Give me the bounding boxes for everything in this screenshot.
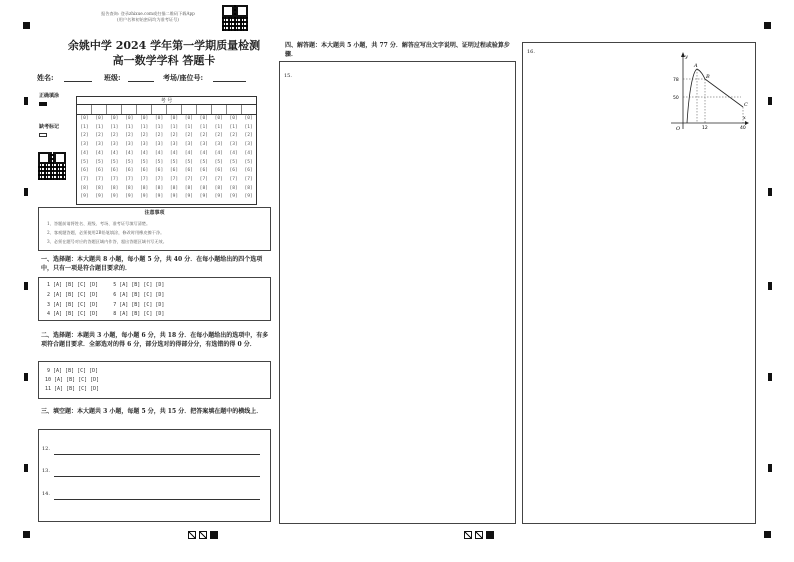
- point-c-label: C: [744, 102, 748, 108]
- exam-id-bubble[interactable]: [6]: [80, 168, 89, 174]
- exam-id-bubble[interactable]: [6]: [244, 168, 253, 174]
- x-tick-label: 12: [702, 126, 708, 131]
- section1-row[interactable]: 3 [A] [B] [C] [D] 7 [A] [B] [C] [D]: [47, 302, 165, 308]
- exam-id-write-cell[interactable]: [167, 105, 182, 114]
- exam-id-bubble[interactable]: [8]: [169, 185, 179, 191]
- x-axis-arrow-icon: [745, 121, 749, 125]
- exam-id-bubble[interactable]: [5]: [125, 159, 134, 165]
- exam-id-bubble[interactable]: [3]: [110, 142, 119, 148]
- exam-id-bubble[interactable]: [0]: [80, 116, 89, 121]
- exam-id-bubble[interactable]: [4]: [110, 150, 119, 156]
- exam-id-digit-column: [181, 115, 196, 202]
- section1-answer-box: [38, 277, 271, 321]
- page-mark-hatched: [464, 531, 472, 539]
- exam-id-digit-column: [77, 115, 92, 202]
- exam-id-bubble[interactable]: [7]: [80, 176, 89, 182]
- exam-id-grid: [76, 96, 257, 205]
- exam-id-bubble[interactable]: [1]: [244, 124, 253, 130]
- student-barcode-qr: [38, 152, 66, 180]
- exam-id-bubble[interactable]: [4]: [169, 150, 179, 156]
- exam-id-bubble[interactable]: [2]: [154, 133, 164, 139]
- exam-id-bubble[interactable]: [6]: [214, 168, 223, 174]
- notes-item: 1、答题前请将姓名、班级、考场、准考证号填写清楚。: [47, 221, 151, 226]
- exam-id-bubble[interactable]: [8]: [214, 185, 223, 191]
- section1-row[interactable]: 2 [A] [B] [C] [D] 6 [A] [B] [C] [D]: [47, 292, 165, 298]
- origin-label: O: [676, 126, 681, 131]
- exam-id-bubble[interactable]: [4]: [139, 150, 149, 156]
- timing-mark: [768, 188, 772, 196]
- exam-id-digit-column: [92, 115, 107, 202]
- exam-id-bubble[interactable]: [9]: [199, 194, 208, 200]
- exam-id-bubble[interactable]: [3]: [169, 142, 179, 148]
- exam-id-bubble[interactable]: [5]: [95, 159, 104, 165]
- exam-id-bubble[interactable]: [2]: [80, 133, 89, 139]
- section3-answer-box: [38, 429, 271, 522]
- y-axis-label: y: [685, 54, 688, 60]
- exam-id-bubble[interactable]: [3]: [229, 142, 238, 148]
- y-tick-label: 78: [673, 78, 679, 83]
- exam-id-bubble[interactable]: [7]: [139, 176, 149, 182]
- exam-id-digit-column: [241, 115, 256, 202]
- exam-id-bubble[interactable]: [6]: [110, 168, 119, 174]
- exam-id-write-row: [77, 105, 256, 115]
- x-tick-label: 40: [740, 126, 746, 131]
- timing-mark: [24, 373, 28, 381]
- exam-id-bubble[interactable]: [8]: [199, 185, 208, 191]
- exam-id-write-cell[interactable]: [152, 105, 167, 114]
- exam-id-bubble[interactable]: [4]: [95, 150, 104, 156]
- timing-mark: [768, 282, 772, 290]
- q16-answer-box[interactable]: [522, 42, 756, 524]
- exam-id-bubble[interactable]: [3]: [139, 142, 149, 148]
- notes-box: [38, 207, 271, 251]
- fill-blank-label-13: 13.: [42, 468, 50, 474]
- exam-id-header: 考 号: [77, 97, 256, 105]
- exam-id-bubble[interactable]: [6]: [229, 168, 238, 174]
- exam-id-bubble[interactable]: [0]: [125, 116, 134, 121]
- exam-id-bubble[interactable]: [7]: [199, 176, 208, 182]
- q15-label: 15.: [284, 73, 292, 79]
- exam-id-bubble[interactable]: [2]: [244, 133, 253, 139]
- correct-fill-label: 正确填涂: [39, 93, 60, 99]
- section2-row[interactable]: 11 [A] [B] [C] [D]: [45, 386, 100, 392]
- section3-title: 三、填空题：本大题共 3 小题，每题 5 分，共 15 分．把答案填在题中的横线上．: [41, 408, 263, 415]
- timing-mark: [768, 373, 772, 381]
- exam-id-bubble[interactable]: [2]: [229, 133, 238, 139]
- exam-id-write-cell[interactable]: [107, 105, 122, 114]
- exam-id-digit-column: [196, 115, 211, 202]
- exam-id-bubble[interactable]: [5]: [229, 159, 238, 165]
- exam-id-bubble[interactable]: [7]: [95, 176, 104, 182]
- seat-label: 考场/座位号:: [163, 73, 204, 82]
- exam-id-bubble[interactable]: [1]: [199, 124, 208, 130]
- class-field[interactable]: [128, 81, 154, 82]
- exam-id-bubble[interactable]: [5]: [139, 159, 149, 165]
- exam-id-bubble[interactable]: [9]: [214, 194, 223, 200]
- exam-id-bubble[interactable]: [8]: [154, 185, 164, 191]
- exam-id-bubble[interactable]: [6]: [95, 168, 104, 174]
- exam-id-bubble[interactable]: [0]: [139, 116, 149, 121]
- x-axis-label: x: [743, 115, 746, 121]
- section4-title: 四、解答题：本大题共 5 小题，共 77 分．解答应写出文字说明、证明过程或验算步骤．: [285, 42, 510, 58]
- school-title: 余姚中学 2024 学年第一学期质量检测: [67, 39, 261, 52]
- exam-id-bubble[interactable]: [5]: [154, 159, 164, 165]
- exam-id-bubble[interactable]: [4]: [244, 150, 253, 156]
- exam-id-bubble[interactable]: [9]: [244, 194, 253, 200]
- q16-label: 16.: [527, 49, 535, 55]
- absent-checkbox[interactable]: [39, 133, 47, 137]
- exam-id-write-cell[interactable]: [197, 105, 212, 114]
- exam-id-bubble[interactable]: [8]: [244, 185, 253, 191]
- exam-id-bubble[interactable]: [2]: [139, 133, 149, 139]
- exam-id-bubble[interactable]: [5]: [110, 159, 119, 165]
- exam-id-bubble[interactable]: [8]: [139, 185, 149, 191]
- timing-mark: [24, 188, 28, 196]
- exam-id-write-cell[interactable]: [242, 105, 256, 114]
- timing-mark: [24, 464, 28, 472]
- exam-id-digit-columns: [77, 115, 256, 202]
- corner-mark-bottom-right: [764, 531, 771, 538]
- exam-id-bubble[interactable]: [0]: [154, 116, 164, 121]
- exam-id-bubble[interactable]: [0]: [214, 116, 223, 121]
- page-mark-solid: [486, 531, 494, 539]
- exam-id-bubble[interactable]: [4]: [214, 150, 223, 156]
- exam-id-write-cell[interactable]: [182, 105, 197, 114]
- exam-id-bubble[interactable]: [7]: [110, 176, 119, 182]
- exam-id-bubble[interactable]: [3]: [184, 142, 194, 148]
- exam-id-bubble[interactable]: [8]: [184, 185, 194, 191]
- notes-title: 注意事项: [144, 210, 165, 216]
- section2-row[interactable]: 9 [A] [B] [C] [D]: [47, 368, 99, 374]
- exam-id-bubble[interactable]: [5]: [184, 159, 194, 165]
- exam-id-bubble[interactable]: [1]: [139, 124, 149, 130]
- download-qr-code[interactable]: [222, 5, 248, 31]
- exam-id-bubble[interactable]: [0]: [184, 116, 194, 121]
- timing-mark: [768, 464, 772, 472]
- page-mark-hatched: [199, 531, 207, 539]
- exam-id-bubble[interactable]: [2]: [169, 133, 179, 139]
- notes-item: 2、客观题答题，必须使用2B铅笔填涂，修改时用橡皮擦干净。: [47, 230, 165, 235]
- page-marks-right: [464, 531, 494, 539]
- exam-id-bubble[interactable]: [1]: [125, 124, 134, 130]
- exam-id-bubble[interactable]: [7]: [214, 176, 223, 182]
- section1-row[interactable]: 1 [A] [B] [C] [D] 5 [A] [B] [C] [D]: [47, 282, 165, 288]
- exam-id-bubble[interactable]: [4]: [154, 150, 164, 156]
- seat-field[interactable]: [213, 81, 246, 82]
- exam-id-bubble[interactable]: [1]: [154, 124, 164, 130]
- corner-mark-top-left: [23, 22, 30, 29]
- exam-id-digit-column: [137, 115, 152, 202]
- exam-id-bubble[interactable]: [4]: [80, 150, 89, 156]
- exam-id-bubble[interactable]: [8]: [110, 185, 119, 191]
- exam-id-bubble[interactable]: [9]: [139, 194, 149, 200]
- exam-id-bubble[interactable]: [3]: [125, 142, 134, 148]
- exam-id-bubble[interactable]: [9]: [80, 194, 89, 200]
- exam-id-bubble[interactable]: [1]: [80, 124, 89, 130]
- section2-row[interactable]: 10 [A] [B] [C] [D]: [45, 377, 100, 383]
- exam-id-bubble[interactable]: [4]: [229, 150, 238, 156]
- y-tick-label: 50: [673, 96, 679, 101]
- report-notice-line1: 报告查询: 登录zhixue.com或扫描二维码下载App: [101, 11, 195, 16]
- section1-title: 一、选择题：本大题共 8 小题，每小题 5 分，共 40 分．在每小题给出的四个选项中，只有一项是符合题目要求的．: [41, 256, 263, 272]
- notes-item: 3、必须在题号对应的答题区域内作答，超出答题区域书写无效。: [47, 239, 167, 244]
- fill-blank-line-14[interactable]: [54, 499, 260, 500]
- exam-id-bubble[interactable]: [5]: [80, 159, 89, 165]
- exam-id-bubble[interactable]: [6]: [125, 168, 134, 174]
- fill-blank-label-12: 12.: [42, 446, 50, 452]
- exam-id-bubble[interactable]: [4]: [199, 150, 208, 156]
- corner-mark-top-right: [764, 22, 771, 29]
- exam-id-bubble[interactable]: [9]: [169, 194, 179, 200]
- exam-id-write-cell[interactable]: [212, 105, 227, 114]
- exam-id-digit-column: [152, 115, 167, 202]
- name-label: 姓名:: [37, 73, 54, 82]
- exam-id-bubble[interactable]: [9]: [154, 194, 164, 200]
- exam-id-bubble[interactable]: [9]: [110, 194, 119, 200]
- exam-id-bubble[interactable]: [5]: [244, 159, 253, 165]
- exam-id-bubble[interactable]: [3]: [214, 142, 223, 148]
- subject-title: 高一数学学科 答题卡: [112, 54, 216, 67]
- exam-id-bubble[interactable]: [1]: [214, 124, 223, 130]
- name-field[interactable]: [64, 81, 92, 82]
- exam-id-write-cell[interactable]: [122, 105, 137, 114]
- report-notice: [78, 11, 218, 23]
- exam-id-bubble[interactable]: [7]: [229, 176, 238, 182]
- exam-id-bubble[interactable]: [8]: [95, 185, 104, 191]
- exam-id-bubble[interactable]: [6]: [184, 168, 194, 174]
- q15-answer-box[interactable]: [279, 61, 516, 524]
- report-notice-line2: (用户名和初始密码均为准考证号): [117, 17, 179, 22]
- exam-id-bubble[interactable]: [3]: [244, 142, 253, 148]
- exam-id-bubble[interactable]: [3]: [154, 142, 164, 148]
- exam-id-bubble[interactable]: [3]: [95, 142, 104, 148]
- exam-id-bubble[interactable]: [7]: [154, 176, 164, 182]
- exam-id-bubble[interactable]: [1]: [169, 124, 179, 130]
- exam-id-bubble[interactable]: [6]: [169, 168, 179, 174]
- exam-id-bubble[interactable]: [0]: [229, 116, 238, 121]
- exam-id-bubble[interactable]: [9]: [184, 194, 194, 200]
- exam-id-digit-column: [167, 115, 182, 202]
- exam-id-bubble[interactable]: [2]: [95, 133, 104, 139]
- exam-id-bubble[interactable]: [5]: [214, 159, 223, 165]
- exam-id-bubble[interactable]: [0]: [169, 116, 179, 121]
- exam-id-bubble[interactable]: [0]: [199, 116, 208, 121]
- section2-answer-box: [38, 361, 271, 399]
- exam-id-bubble[interactable]: [1]: [229, 124, 238, 130]
- exam-id-bubble[interactable]: [6]: [199, 168, 208, 174]
- timing-mark: [24, 282, 28, 290]
- exam-id-bubble[interactable]: [2]: [214, 133, 223, 139]
- exam-id-digit-column: [122, 115, 137, 202]
- graph-segment-bc: [705, 79, 743, 107]
- fill-blank-line-13[interactable]: [54, 476, 260, 477]
- exam-id-bubble[interactable]: [2]: [199, 133, 208, 139]
- class-label: 班级:: [104, 73, 121, 82]
- page-mark-hatched: [475, 531, 483, 539]
- exam-id-bubble[interactable]: [4]: [184, 150, 194, 156]
- page-mark-solid: [210, 531, 218, 539]
- exam-id-bubble[interactable]: [9]: [95, 194, 104, 200]
- exam-id-bubble[interactable]: [0]: [244, 116, 253, 121]
- q16-graph: [665, 51, 749, 131]
- exam-id-write-cell[interactable]: [137, 105, 152, 114]
- exam-id-bubble[interactable]: [2]: [110, 133, 119, 139]
- fill-blank-label-14: 14.: [42, 491, 50, 497]
- point-a-label: A: [694, 63, 698, 69]
- exam-id-bubble[interactable]: [2]: [125, 133, 134, 139]
- exam-id-digit-column: [226, 115, 241, 202]
- corner-mark-bottom-left: [23, 531, 30, 538]
- exam-id-bubble[interactable]: [0]: [110, 116, 119, 121]
- correct-fill-sample: [39, 102, 47, 106]
- exam-id-bubble[interactable]: [8]: [80, 185, 89, 191]
- page-mark-hatched: [188, 531, 196, 539]
- exam-id-bubble[interactable]: [3]: [80, 142, 89, 148]
- exam-id-bubble[interactable]: [0]: [95, 116, 104, 121]
- exam-id-bubble[interactable]: [4]: [125, 150, 134, 156]
- exam-id-bubble[interactable]: [7]: [125, 176, 134, 182]
- exam-id-write-cell[interactable]: [227, 105, 242, 114]
- exam-id-bubble[interactable]: [6]: [154, 168, 164, 174]
- exam-id-bubble[interactable]: [8]: [229, 185, 238, 191]
- exam-id-write-cell[interactable]: [77, 105, 92, 114]
- exam-id-bubble[interactable]: [3]: [199, 142, 208, 148]
- section1-row[interactable]: 4 [A] [B] [C] [D] 8 [A] [B] [C] [D]: [47, 311, 165, 317]
- page-marks-left: [188, 531, 218, 539]
- timing-mark: [24, 97, 28, 105]
- exam-id-bubble[interactable]: [9]: [229, 194, 238, 200]
- exam-id-bubble[interactable]: [2]: [184, 133, 194, 139]
- exam-id-bubble[interactable]: [5]: [199, 159, 208, 165]
- exam-id-write-cell[interactable]: [92, 105, 107, 114]
- fill-blank-line-12[interactable]: [54, 454, 260, 455]
- exam-id-bubble[interactable]: [1]: [95, 124, 104, 130]
- exam-id-bubble[interactable]: [7]: [184, 176, 194, 182]
- exam-id-digit-column: [211, 115, 226, 202]
- point-b-label: B: [706, 74, 710, 80]
- timing-mark: [768, 97, 772, 105]
- exam-id-bubble[interactable]: [1]: [184, 124, 194, 130]
- section2-title: 二、选择题：本题共 3 小题，每小题 6 分，共 18 分．在每小题给出的选项中，有多项符合题目要求．全部选对的得 6 分，部分选对的得部分分，有选错的得 0 分．: [41, 332, 269, 348]
- exam-id-bubble[interactable]: [1]: [110, 124, 119, 130]
- exam-id-digit-column: [107, 115, 122, 202]
- exam-id-bubble[interactable]: [6]: [139, 168, 149, 174]
- exam-id-bubble[interactable]: [5]: [169, 159, 179, 165]
- exam-id-bubble[interactable]: [7]: [244, 176, 253, 182]
- graph-curve: [687, 69, 705, 123]
- absent-label: 缺考标记: [39, 124, 60, 130]
- exam-id-bubble[interactable]: [7]: [169, 176, 179, 182]
- exam-id-bubble[interactable]: [9]: [125, 194, 134, 200]
- exam-id-bubble[interactable]: [8]: [125, 185, 134, 191]
